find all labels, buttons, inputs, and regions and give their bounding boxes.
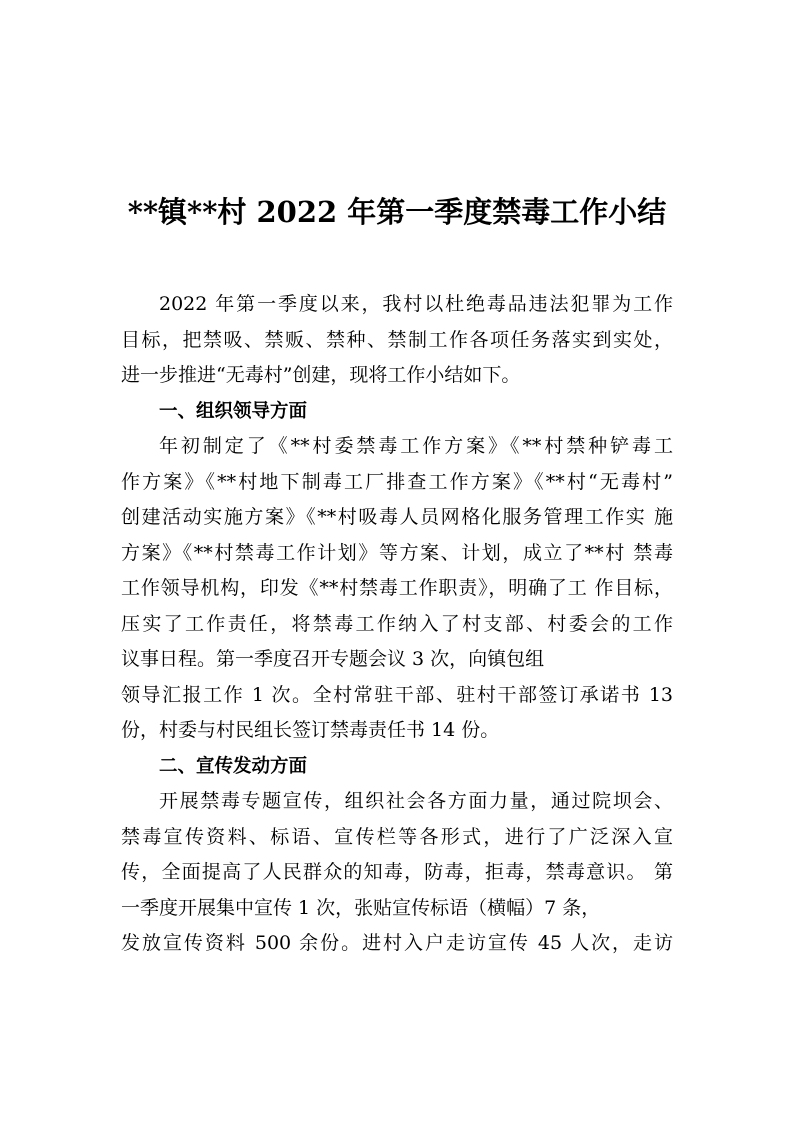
section-heading: 一、组织领导方面 xyxy=(159,400,308,422)
paragraph-line: 开展禁毒专题宣传，组织社会各方面力量，通过院坝会、 xyxy=(159,790,673,812)
paragraph-line: 份，村委与村民组长签订禁毒责任书 14 份。 xyxy=(121,719,500,741)
paragraph-line: 进一步推进“无毒村”创建，现将工作小结如下。 xyxy=(121,364,521,386)
paragraph-line: 领导汇报工作 1 次。全村常驻干部、驻村干部签订承诺书 13 xyxy=(121,683,673,706)
paragraph-line: 压实了工作责任，将禁毒工作纳入了村支部、村委会的工作 xyxy=(121,612,673,635)
paragraph-line: 禁毒宣传资料、标语、宣传栏等各形式，进行了广泛深入宣 xyxy=(121,825,673,848)
paragraph-line: 作方案》《**村地下制毒工厂排查工作方案》《**村“无毒村” xyxy=(121,470,673,493)
document-body xyxy=(121,287,673,962)
paragraph-line: 创建活动实施方案》《**村吸毒人员网格化服务管理工作实 施 xyxy=(121,506,673,528)
paragraph-line: 目标，把禁吸、禁贩、禁种、禁制工作各项任务落实到实处， xyxy=(121,328,673,351)
paragraph-line: 年初制定了《**村委禁毒工作方案》《**村禁种铲毒工 xyxy=(159,435,673,457)
section-heading: 二、宣传发动方面 xyxy=(159,755,308,777)
paragraph-line: 传，全面提高了人民群众的知毒，防毒，拒毒，禁毒意识。 第 xyxy=(121,861,673,883)
paragraph-line: 工作领导机构，印发《**村禁毒工作职责》，明确了工 作目标， xyxy=(121,577,673,599)
document-title: **镇**村 2022 年第一季度禁毒工作小结 xyxy=(127,195,667,229)
paragraph-line: 议事日程。第一季度召开专题会议 3 次，向镇包组 xyxy=(121,648,545,670)
paragraph-line: 一季度开展集中宣传 1 次，张贴宣传标语（横幅）7 条， xyxy=(121,896,601,919)
paragraph-line: 发放宣传资料 500 余份。进村入户走访宣传 45 人次，走访 xyxy=(121,932,673,954)
paragraph-line: 2022 年第一季度以来，我村以杜绝毒品违法犯罪为工作 xyxy=(159,293,673,315)
paragraph-line: 方案》《**村禁毒工作计划》等方案、计划，成立了**村 禁毒 xyxy=(121,541,673,564)
